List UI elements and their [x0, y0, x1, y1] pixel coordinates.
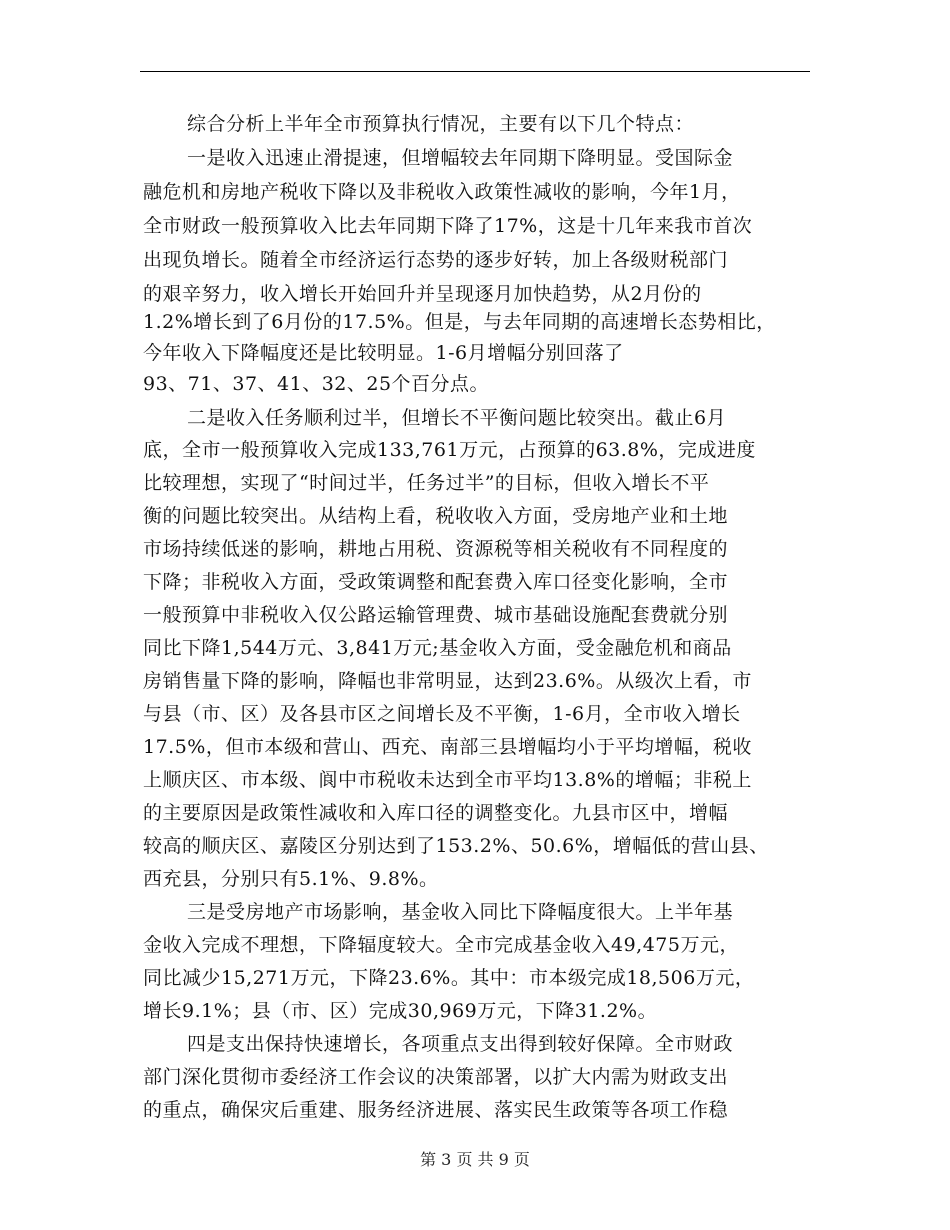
- text-line: 三是受房地产市场影响，基金收入同比下降幅度很大。上半年基: [187, 901, 734, 923]
- text-line: 比较理想，实现了“时间过半，任务过半”的目标，但收入增长不平: [143, 472, 710, 494]
- text-line: 同比下降1,544万元、3,841万元;基金收入方面，受金融危机和商品: [143, 637, 732, 659]
- text-line: 下降；非税收入方面，受政策调整和配套费入库口径变化影响，全市: [143, 571, 729, 593]
- text-line: 二是收入任务顺利过半，但增长不平衡问题比较突出。截止6月: [187, 407, 727, 429]
- text-line: 市场持续低迷的影响，耕地占用税、资源税等相关税收有不同程度的: [143, 538, 729, 560]
- page-footer: 第 3 页 共 9 页: [420, 1150, 530, 1169]
- text-line: 93、71、37、41、32、25个百分点。: [143, 373, 490, 395]
- text-line: 房销售量下降的影响，降幅也非常明显，达到23.6%。从级次上看，市: [143, 670, 752, 692]
- text-line: 西充县，分别只有5.1%、9.8%。: [143, 868, 439, 890]
- text-line: 的艰辛努力，收入增长开始回升并呈现逐月加快趋势，从2月份的: [143, 283, 702, 305]
- text-line: 1.2%增长到了6月份的17.5%。但是，与去年同期的高速增长态势相比，: [143, 311, 776, 333]
- text-line: 今年收入下降幅度还是比较明显。1-6月增幅分别回落了: [143, 342, 624, 364]
- text-line: 一般预算中非税收入仅公路运输管理费、城市基础设施配套费就分别: [143, 604, 729, 626]
- header-rule: [140, 71, 810, 72]
- text-line: 全市财政一般预算收入比去年同期下降了17%，这是十几年来我市首次: [143, 215, 753, 237]
- text-line: 部门深化贯彻市委经济工作会议的决策部署，以扩大内需为财政支出: [143, 1066, 729, 1088]
- text-line: 的重点，确保灾后重建、服务经济进展、落实民生政策等各项工作稳: [143, 1099, 729, 1121]
- text-line: 融危机和房地产税收下降以及非税收入政策性减收的影响，今年1月，: [143, 181, 741, 203]
- text-line: 综合分析上半年全市预算执行情况，主要有以下几个特点：: [187, 113, 695, 135]
- text-line: 金收入完成不理想，下降辐度较大。全市完成基金收入49,475万元，: [143, 934, 739, 956]
- text-line: 四是支出保持快速增长，各项重点支出得到较好保障。全市财政: [187, 1033, 734, 1055]
- text-line: 出现负增长。随着全市经济运行态势的逐步好转，加上各级财税部门: [143, 249, 729, 271]
- text-line: 上顺庆区、市本级、阆中市税收未达到全市平均13.8%的增幅；非税上: [143, 769, 752, 791]
- text-line: 17.5%，但市本级和营山、西充、南部三县增幅均小于平均增幅，税收: [143, 736, 752, 758]
- text-line: 增长9.1%；县（市、区）完成30,969万元，下降31.2%。: [143, 1000, 658, 1022]
- text-line: 底，全市一般预算收入完成133,761万元，占预算的63.8%，完成进度: [143, 439, 756, 461]
- text-line: 与县（市、区）及各县市区之间增长及不平衡，1-6月，全市收入增长: [143, 703, 741, 725]
- text-line: 同比减少15,271万元，下降23.6%。其中：市本级完成18,506万元，: [143, 967, 755, 989]
- text-line: 的主要原因是政策性减收和入库口径的调整变化。九县市区中，增幅: [143, 802, 729, 824]
- text-line: 较高的顺庆区、嘉陵区分别达到了153.2%、50.6%，增幅低的营山县、: [143, 835, 769, 857]
- text-line: 衡的问题比较突出。从结构上看，税收收入方面，受房地产业和土地: [143, 505, 729, 527]
- text-line: 一是收入迅速止滑提速，但增幅较去年同期下降明显。受国际金: [187, 147, 734, 169]
